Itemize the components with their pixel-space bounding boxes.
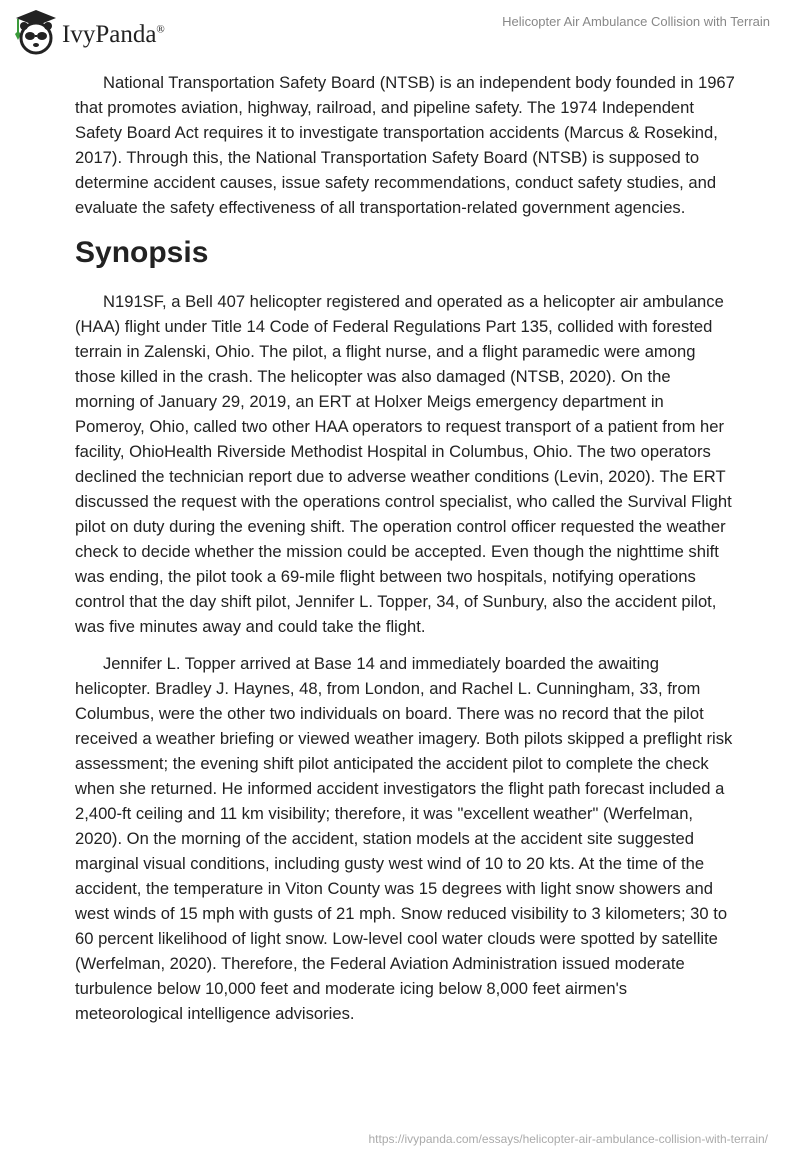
- page-header: [0, 0, 800, 60]
- source-url[interactable]: https://ivypanda.com/essays/helicopter-air-ambulance-collision-with-terrain/: [368, 1132, 768, 1146]
- logo-text: IvyPanda®: [62, 21, 165, 48]
- document-title: Helicopter Air Ambulance Collision with Terrain: [502, 14, 770, 29]
- section-heading-synopsis: Synopsis: [75, 236, 209, 269]
- ivypanda-logo[interactable]: [12, 8, 165, 56]
- intro-paragraph: National Transportation Safety Board (NTSB) is an independent body founded in 1967 that promotes aviation, highway, railroad, and pipeline safety. The 1974 Independent Safety Board Act requires it to investigate transportation accidents (Marcus & Rosekind, 2017). Through this, the National Transportation Safety Board (NTSB) is supposed to determine accident causes, issue safety recommendations, conduct safety studies, and evaluate the safety effectiveness of all transportation-related government agencies.: [75, 73, 735, 217]
- synopsis-paragraph-2: Jennifer L. Topper arrived at Base 14 and immediately boarded the awaiting helicopter. Bradley J. Haynes, 48, from London, and Rachel L. Cunningham, 33, from Columbus, were the other two individuals on board. There was no record that the pilot received a weather briefing or viewed weather imagery. Both pilots skipped a preflight risk assessment; the evening shift pilot anticipated the accident pilot to complete the check when she returned. He informed accident investigators the flight path forecast included a 2,400-ft ceiling and 11 km visibility; therefore, it was "excellent weather" (Werfelman, 2020). On the morning of the accident, station models at the accident site suggested marginal visual conditions, including gusty west wind of 10 to 20 kts. At the time of the accident, the temperature in Viton County was 15 degrees with light snow showers and west winds of 15 mph with gusts of 21 mph. Snow reduced visibility to 3 kilometers; 30 to 60 percent likelihood of light snow. Low-level cool water clouds were spotted by satellite (Werfelman, 2020). Therefore, the Federal Aviation Administration issued moderate turbulence below 10,000 feet and moderate icing below 8,000 feet airmen's meteorological intelligence advisories.: [75, 654, 733, 1023]
- panda-graduate-icon: [12, 8, 56, 56]
- essay-body: [75, 70, 735, 1038]
- synopsis-paragraph-1: N191SF, a Bell 407 helicopter registered and operated as a helicopter air ambulance (HAA) flight under Title 14 Code of Federal Regulations Part 135, collided with forested terrain in Zalenski, Ohio. The pilot, a flight nurse, and a flight paramedic were among those killed in the crash. The helicopter was also damaged (NTSB, 2020). On the morning of January 29, 2019, an ERT at Holxer Meigs emergency department in Pomeroy, Ohio, called two other HAA operators to request transport of a patient from her facility, OhioHealth Riverside Methodist Hospital in Columbus, Ohio. The two operators declined the technician report due to adverse weather conditions (Levin, 2020). The ERT discussed the request with the operations control specialist, who called the Survival Flight pilot on duty during the evening shift. The operation control officer requested the weather check to decide whether the mission could be accepted. Even though the nighttime shift was ending, the pilot took a 69-mile flight between two hospitals, notifying operations control that the day shift pilot, Jennifer L. Topper, 34, of Sunbury, also the accident pilot, was five minutes away and could take the flight.: [75, 292, 732, 636]
